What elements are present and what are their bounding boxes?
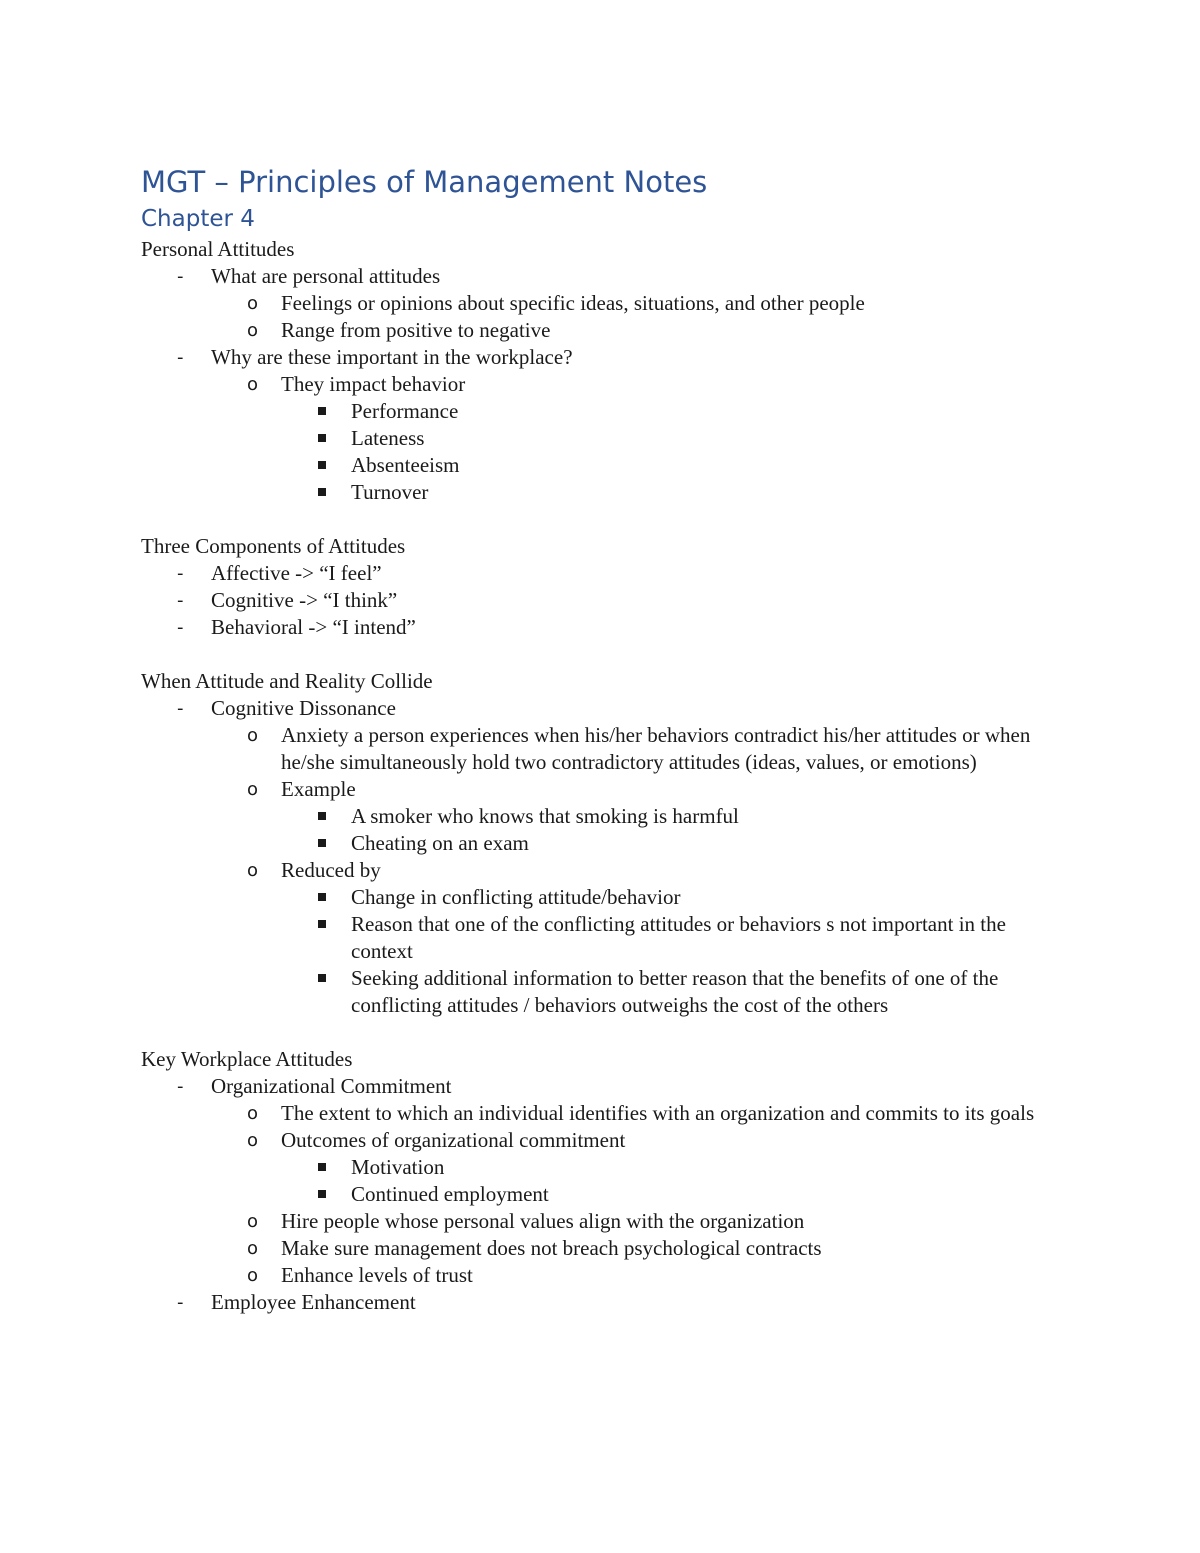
list-item-level-2 [211, 317, 1061, 344]
list-item-level-2 [211, 857, 1061, 1019]
list-item-level-1 [141, 263, 1061, 344]
square-bullet-icon [318, 839, 326, 847]
list-item-text: Feelings or opinions about specific ideas, situations, and other people [281, 291, 865, 315]
dash-bullet: - [177, 617, 184, 638]
list-item-text: Outcomes of organizational commitment [281, 1128, 626, 1152]
list-item-text: Why are these important in the workplace? [211, 345, 573, 369]
list-item-level-2 [211, 1235, 1061, 1262]
list-item-text: What are personal attitudes [211, 264, 441, 288]
list-item-level-1 [141, 587, 1061, 614]
list-item-level-3 [281, 425, 1061, 452]
circle-bullet: o [247, 1130, 259, 1151]
list-item-text: Performance [351, 399, 459, 423]
list-item-level-3 [281, 884, 1061, 911]
circle-bullet: o [247, 1238, 259, 1259]
notes-section [141, 1046, 1061, 1316]
square-bullet-icon [318, 1190, 326, 1198]
bullet-list-level-3 [281, 398, 1061, 506]
circle-bullet: o [247, 374, 259, 395]
list-item-text: Cognitive Dissonance [211, 696, 396, 720]
list-item-level-1 [141, 614, 1061, 641]
list-item-text: Example [281, 777, 356, 801]
list-item-text: A smoker who knows that smoking is harmful [351, 804, 739, 828]
list-item-text: Motivation [351, 1155, 445, 1179]
section-heading: Three Components of Attitudes [141, 534, 406, 558]
bullet-list-level-2 [141, 371, 1061, 506]
bullet-list-level-2 [141, 290, 1061, 344]
list-item-level-2 [211, 1208, 1061, 1235]
list-item-level-3 [281, 803, 1061, 830]
circle-bullet: o [247, 293, 259, 314]
bullet-list-level-1 [141, 263, 1061, 506]
list-item-level-1 [141, 560, 1061, 587]
list-item-text: Cognitive -> “I think” [211, 588, 398, 612]
square-bullet-icon [318, 1163, 326, 1171]
list-item-level-3 [281, 398, 1061, 425]
list-item-text: Enhance levels of trust [281, 1263, 473, 1287]
square-bullet-icon [318, 434, 326, 442]
dash-bullet: - [177, 1292, 184, 1313]
list-item-text: Cheating on an exam [351, 831, 529, 855]
dash-bullet: - [177, 563, 184, 584]
list-item-text: Reduced by [281, 858, 381, 882]
list-item-text: Seeking additional information to better reason that the benefits of one of the conflicting attitudes / behaviors outweighs the cost of the others [351, 966, 999, 1017]
section-heading: Key Workplace Attitudes [141, 1047, 353, 1071]
section-heading: Personal Attitudes [141, 237, 295, 261]
list-item-text: Hire people whose personal values align with the organization [281, 1209, 805, 1233]
notes-section [141, 533, 1061, 641]
bullet-list-level-2 [141, 1100, 1061, 1289]
circle-bullet: o [247, 725, 259, 746]
list-item-text: Reason that one of the conflicting attitudes or behaviors s not important in the context [351, 912, 1006, 963]
list-item-level-2 [211, 776, 1061, 857]
bullet-list-level-1 [141, 1073, 1061, 1316]
dash-bullet: - [177, 698, 184, 719]
dash-bullet: - [177, 1076, 184, 1097]
bullet-list-level-1 [141, 695, 1061, 1019]
list-item-level-3 [281, 1181, 1061, 1208]
notes-sections [141, 236, 1061, 1316]
square-bullet-icon [318, 488, 326, 496]
bullet-list-level-3 [281, 803, 1061, 857]
list-item-level-3 [281, 965, 1061, 1019]
document-content [141, 162, 1061, 1316]
list-item-text: They impact behavior [281, 372, 466, 396]
list-item-text: Range from positive to negative [281, 318, 551, 342]
section-heading: When Attitude and Reality Collide [141, 669, 433, 693]
circle-bullet: o [247, 1211, 259, 1232]
list-item-text: Employee Enhancement [211, 1290, 416, 1314]
list-item-text: Turnover [351, 480, 429, 504]
notes-section [141, 236, 1061, 506]
list-item-text: Behavioral -> “I intend” [211, 615, 416, 639]
dash-bullet: - [177, 266, 184, 287]
list-item-text: Organizational Commitment [211, 1074, 452, 1098]
list-item-text: Anxiety a person experiences when his/her behaviors contradict his/her attitudes or when he/she simultaneously hold two contradictory attitudes (ideas, values, or emotions) [281, 723, 1031, 774]
document-title: MGT – Principles of Management Notes [141, 165, 708, 199]
list-item-text: Continued employment [351, 1182, 549, 1206]
list-item-level-3 [281, 1154, 1061, 1181]
bullet-list-level-3 [281, 1154, 1061, 1208]
square-bullet-icon [318, 461, 326, 469]
square-bullet-icon [318, 920, 326, 928]
notes-section [141, 668, 1061, 1019]
circle-bullet: o [247, 779, 259, 800]
list-item-level-2 [211, 371, 1061, 506]
square-bullet-icon [318, 974, 326, 982]
list-item-level-2 [211, 722, 1061, 776]
list-item-level-3 [281, 479, 1061, 506]
chapter-heading: Chapter 4 [141, 206, 255, 232]
list-item-text: Change in conflicting attitude/behavior [351, 885, 681, 909]
list-item-text: Make sure management does not breach psychological contracts [281, 1236, 822, 1260]
dash-bullet: - [177, 590, 184, 611]
list-item-level-2 [211, 1262, 1061, 1289]
list-item-level-1 [141, 344, 1061, 506]
circle-bullet: o [247, 320, 259, 341]
list-item-level-2 [211, 1100, 1061, 1127]
circle-bullet: o [247, 1265, 259, 1286]
list-item-level-3 [281, 830, 1061, 857]
circle-bullet: o [247, 860, 259, 881]
bullet-list-level-3 [281, 884, 1061, 1019]
list-item-level-1 [141, 1073, 1061, 1289]
list-item-text: Absenteeism [351, 453, 460, 477]
list-item-level-2 [211, 1127, 1061, 1208]
list-item-text: The extent to which an individual identifies with an organization and commits to its goals [281, 1101, 1035, 1125]
list-item-level-2 [211, 290, 1061, 317]
square-bullet-icon [318, 812, 326, 820]
dash-bullet: - [177, 347, 184, 368]
list-item-text: Lateness [351, 426, 425, 450]
list-item-text: Affective -> “I feel” [211, 561, 382, 585]
square-bullet-icon [318, 893, 326, 901]
bullet-list-level-1 [141, 560, 1061, 641]
list-item-level-1 [141, 695, 1061, 1019]
list-item-level-3 [281, 911, 1061, 965]
circle-bullet: o [247, 1103, 259, 1124]
list-item-level-3 [281, 452, 1061, 479]
list-item-level-1 [141, 1289, 1061, 1316]
bullet-list-level-2 [141, 722, 1061, 1019]
square-bullet-icon [318, 407, 326, 415]
